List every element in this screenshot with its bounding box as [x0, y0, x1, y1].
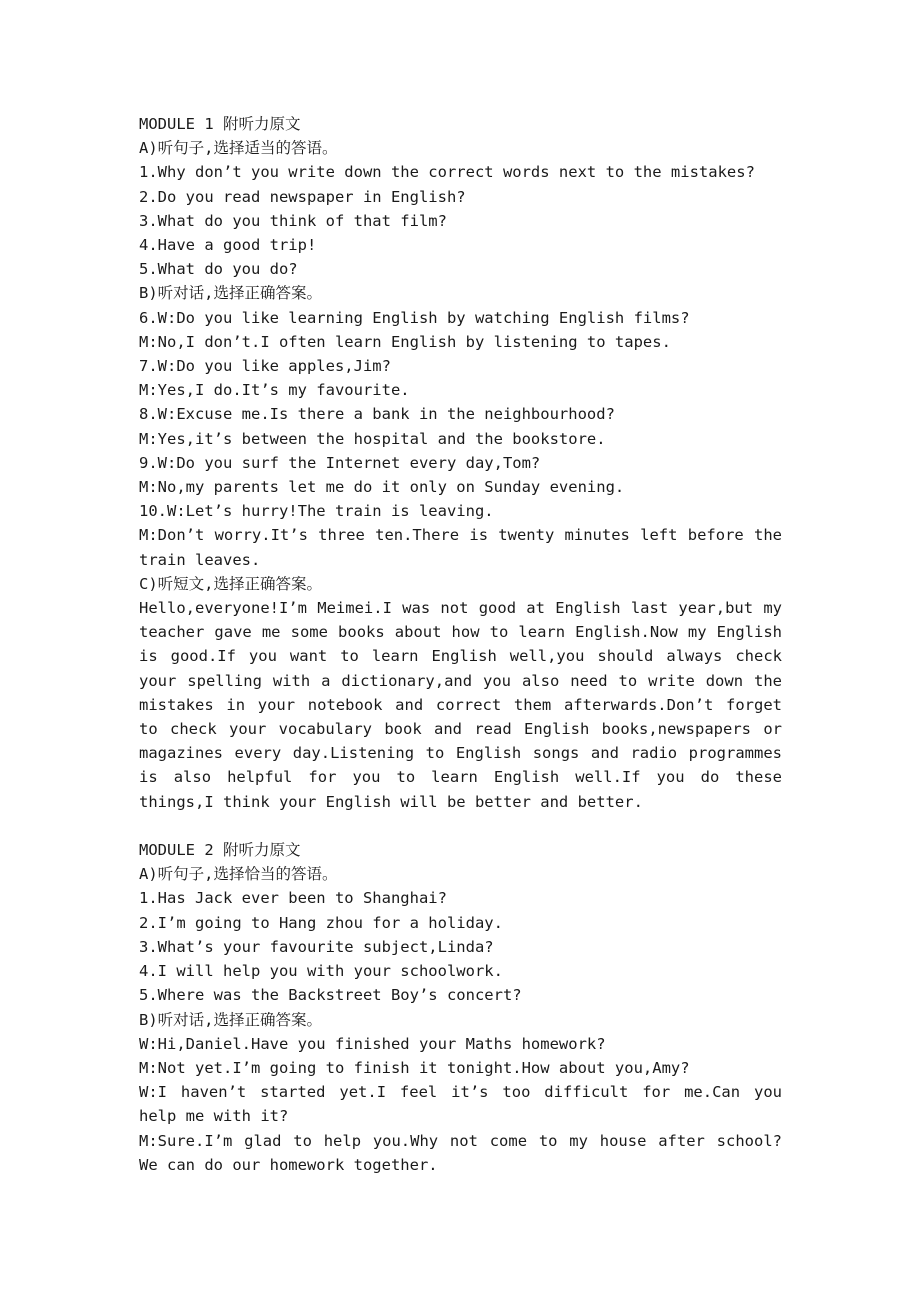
module1-section-c-heading: C)听短文,选择正确答案。	[139, 574, 322, 593]
module1-dialogue-line: 10.W:Let’s hurry!The train is leaving.	[139, 502, 494, 521]
module1-dialogue-line: 9.W:Do you surf the Internet every day,Tom?	[139, 453, 541, 472]
module1-dialogue-last: M:Don’t worry.It’s three ten.There is twenty minutes left before the train leaves.	[139, 526, 782, 569]
module1-dialogue-line: M:Yes,I do.It’s my favourite.	[139, 381, 410, 400]
module1-dialogue-line: M:No,I don’t.I often learn English by listening to tapes.	[139, 332, 671, 351]
module1-sentence-1: 1.Why don’t you write down the correct words next to the mistakes?	[139, 163, 755, 182]
module2-sentence-2: 2.I’m going to Hang zhou for a holiday.	[139, 913, 503, 932]
module2-section-b-heading: B)听对话,选择正确答案。	[139, 1010, 322, 1029]
module1-dialogue-line: M:No,my parents let me do it only on Sunday evening.	[139, 478, 625, 497]
module2-dialogue-line: M:Not yet.I’m going to finish it tonight.How about you,Amy?	[139, 1058, 690, 1077]
module2-sentence-4: 4.I will help you with your schoolwork.	[139, 962, 503, 981]
module1-title: MODULE 1 附听力原文	[139, 115, 301, 133]
module2-section-a-heading: A)听句子,选择恰当的答语。	[139, 865, 338, 884]
module1-dialogue-line: 7.W:Do you like apples,Jim?	[139, 357, 391, 376]
module2-sentence-1: 1.Has Jack ever been to Shanghai?	[139, 889, 447, 908]
document-page	[139, 112, 782, 1177]
module2-sentence-5: 5.Where was the Backstreet Boy’s concert?	[139, 986, 522, 1005]
module1-dialogue-line: 8.W:Excuse me.Is there a bank in the neighbourhood?	[139, 405, 615, 424]
module1-section-a-heading: A)听句子,选择适当的答语。	[139, 139, 338, 158]
module1-section-b-heading: B)听对话,选择正确答案。	[139, 284, 322, 303]
module1-dialogue-line: 6.W:Do you like learning English by watching English films?	[139, 308, 690, 327]
module1-dialogue-line: M:Yes,it’s between the hospital and the bookstore.	[139, 429, 606, 448]
module1-sentence-2: 2.Do you read newspaper in English?	[139, 187, 466, 206]
module2-dialogue-line: M:Sure.I’m glad to help you.Why not come to my house after school? We can do our homework together.	[139, 1131, 782, 1174]
module1-sentence-3: 3.What do you think of that film?	[139, 211, 447, 230]
module2-sentence-3: 3.What’s your favourite subject,Linda?	[139, 937, 494, 956]
module2-dialogue-line: W:I haven’t started yet.I feel it’s too difficult for me.Can you help me with it?	[139, 1083, 782, 1126]
module1-sentence-4: 4.Have a good trip!	[139, 236, 317, 255]
section-spacer	[139, 814, 782, 838]
module1-sentence-5: 5.What do you do?	[139, 260, 298, 279]
module1-passage: Hello,everyone!I’m Meimei.I was not good at English last year,but my teacher gave me some books about how to learn English.Now my English is good.If you want to learn English well,you should always check your spelling with a dictionary,and you also need to write down the mistakes in your notebook and correct them afterwards.Don’t forget to check your vocabulary book and read English books,newspapers or magazines every day.Listening to English songs and radio programmes is also helpful for you to learn English well.If you do these things,I think your English will be better and better.	[139, 599, 782, 811]
module2-dialogue-line: W:Hi,Daniel.Have you finished your Maths homework?	[139, 1034, 606, 1053]
module2-title: MODULE 2 附听力原文	[139, 841, 301, 860]
